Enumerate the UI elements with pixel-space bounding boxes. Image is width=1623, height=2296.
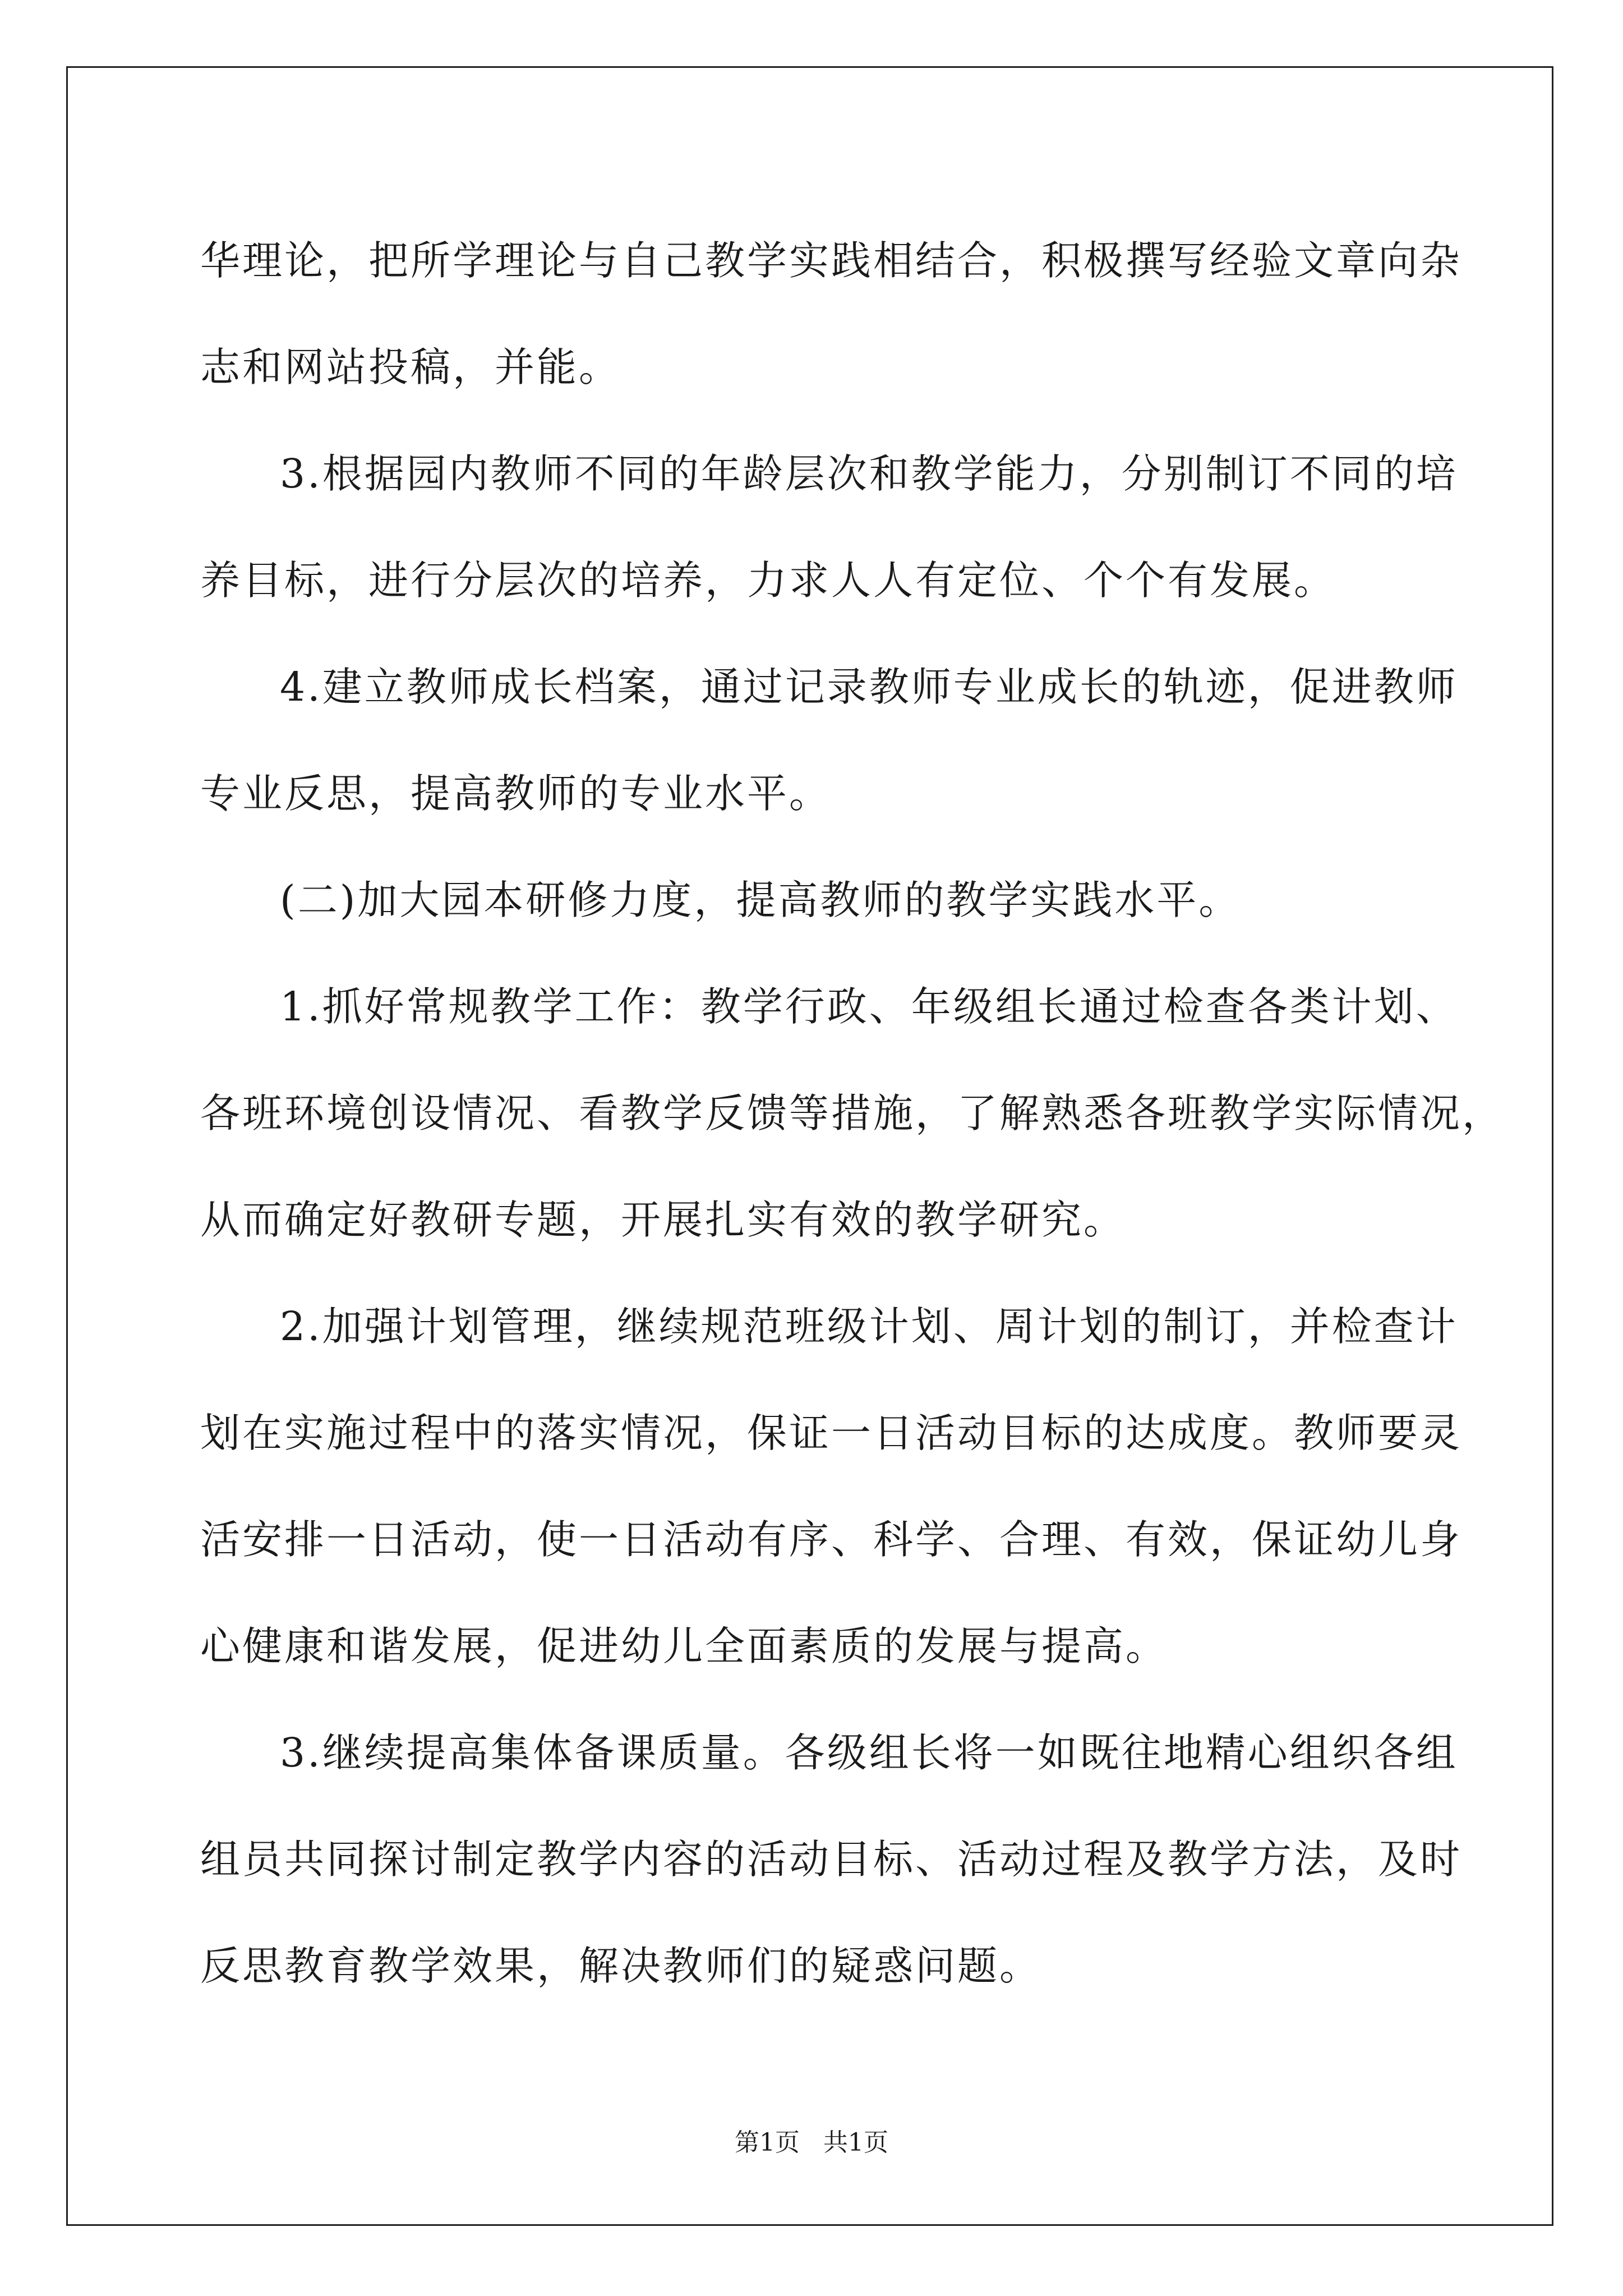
text-line: 组员共同探讨制定教学内容的活动目标、活动过程及教学方法，及时 <box>200 1836 1463 1883</box>
paragraph-start: 1.抓好常规教学工作：教学行政、年级组长通过检查各类计划、 <box>280 983 1458 1030</box>
text-line: 养目标，进行分层次的培养，力求人人有定位、个个有发展。 <box>200 557 1336 604</box>
text-line: 志和网站投稿，并能。 <box>200 344 621 390</box>
text-line: 划在实施过程中的落实情况，保证一日活动目标的达成度。教师要灵 <box>200 1410 1463 1456</box>
section-heading: (二)加大园本研修力度，提高教师的教学实践水平。 <box>280 877 1241 923</box>
paragraph-start: 3.继续提高集体备课质量。各级组长将一如既往地精心组织各组 <box>280 1729 1458 1776</box>
document-body <box>200 208 1505 2019</box>
text-line: 从而确定好教研专题，开展扎实有效的教学研究。 <box>200 1197 1126 1243</box>
text-line: 专业反思，提高教师的专业水平。 <box>200 770 832 817</box>
text-line: 活安排一日活动，使一日活动有序、科学、合理、有效，保证幼儿身 <box>200 1516 1463 1563</box>
text-line: 华理论，把所学理论与自己教学实践相结合，积极撰写经验文章向杂 <box>200 237 1463 284</box>
paragraph-start: 2.加强计划管理，继续规范班级计划、周计划的制订，并检查计 <box>280 1303 1458 1350</box>
paragraph-start: 4.建立教师成长档案，通过记录教师专业成长的轨迹，促进教师 <box>280 664 1458 710</box>
page-footer: 第1页 共1页 <box>735 2128 888 2157</box>
text-line: 各班环境创设情况、看教学反馈等措施，了解熟悉各班教学实际情况， <box>200 1090 1505 1137</box>
text-line: 反思教育教学效果，解决教师们的疑惑问题。 <box>200 1943 1042 1989</box>
text-line: 心健康和谐发展，促进幼儿全面素质的发展与提高。 <box>200 1623 1168 1669</box>
paragraph-start: 3.根据园内教师不同的年龄层次和教学能力，分别制订不同的培 <box>280 450 1458 497</box>
